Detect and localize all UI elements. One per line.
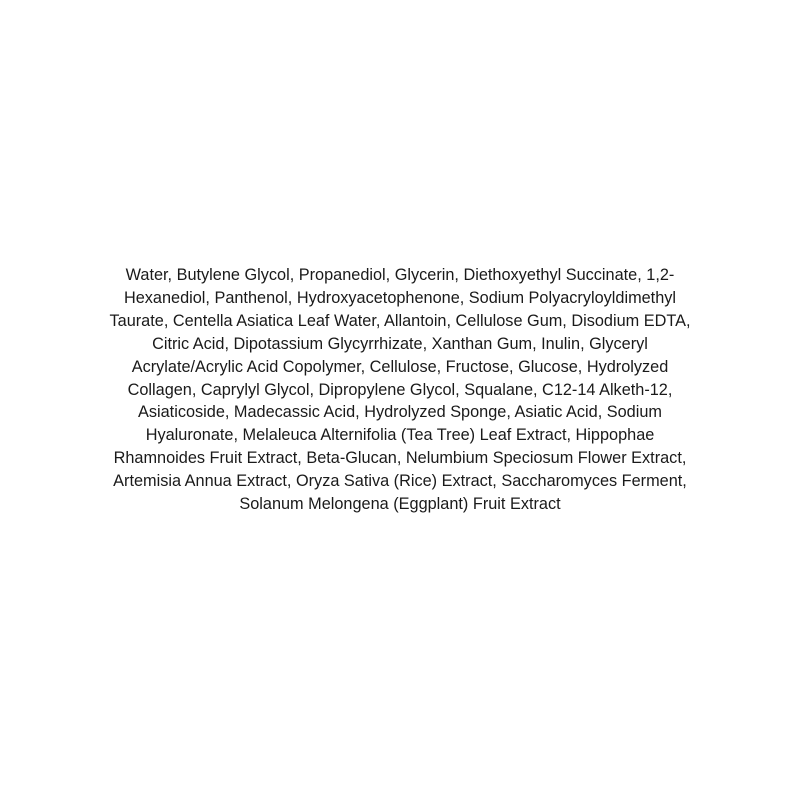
ingredients-line-1: Water, Butylene Glycol, Propanediol, Glycerin, Diethoxyethyl Succinate, 1,2- bbox=[125, 266, 675, 284]
ingredients-line-5: Acrylate/Acrylic Acid Copolymer, Cellulose, Fructose, Glucose, Hydrolyzed bbox=[131, 357, 669, 376]
ingredients-line-8: Hyaluronate, Melaleuca Alternifolia (Tea Tree) Leaf Extract, Hippophae bbox=[145, 426, 655, 445]
ingredients-line-3: Taurate, Centella Asiatica Leaf Water, Allantoin, Cellulose Gum, Disodium EDTA, bbox=[109, 311, 691, 330]
ingredients-line-7: Asiaticoside, Madecassic Acid, Hydrolyzed Sponge, Asiatic Acid, Sodium bbox=[138, 403, 662, 422]
ingredients-line-10: Artemisia Annua Extract, Oryza Sativa (Rice) Extract, Saccharomyces Ferment, bbox=[113, 472, 687, 491]
ingredients-line-6: Collagen, Caprylyl Glycol, Dipropylene Glycol, Squalane, C12-14 Alketh-12, bbox=[127, 380, 673, 399]
ingredients-line-9: Rhamnoides Fruit Extract, Beta-Glucan, Nelumbium Speciosum Flower Extract, bbox=[113, 449, 687, 468]
ingredients-line-2: Hexanediol, Panthenol, Hydroxyacetophenone, Sodium Polyacryloyldimethyl bbox=[123, 288, 677, 307]
ingredients-line-11: Solanum Melongena (Eggplant) Fruit Extract bbox=[239, 495, 561, 514]
ingredients-list bbox=[60, 264, 740, 516]
ingredients-line-4: Citric Acid, Dipotassium Glycyrrhizate, Xanthan Gum, Inulin, Glyceryl bbox=[152, 334, 648, 353]
